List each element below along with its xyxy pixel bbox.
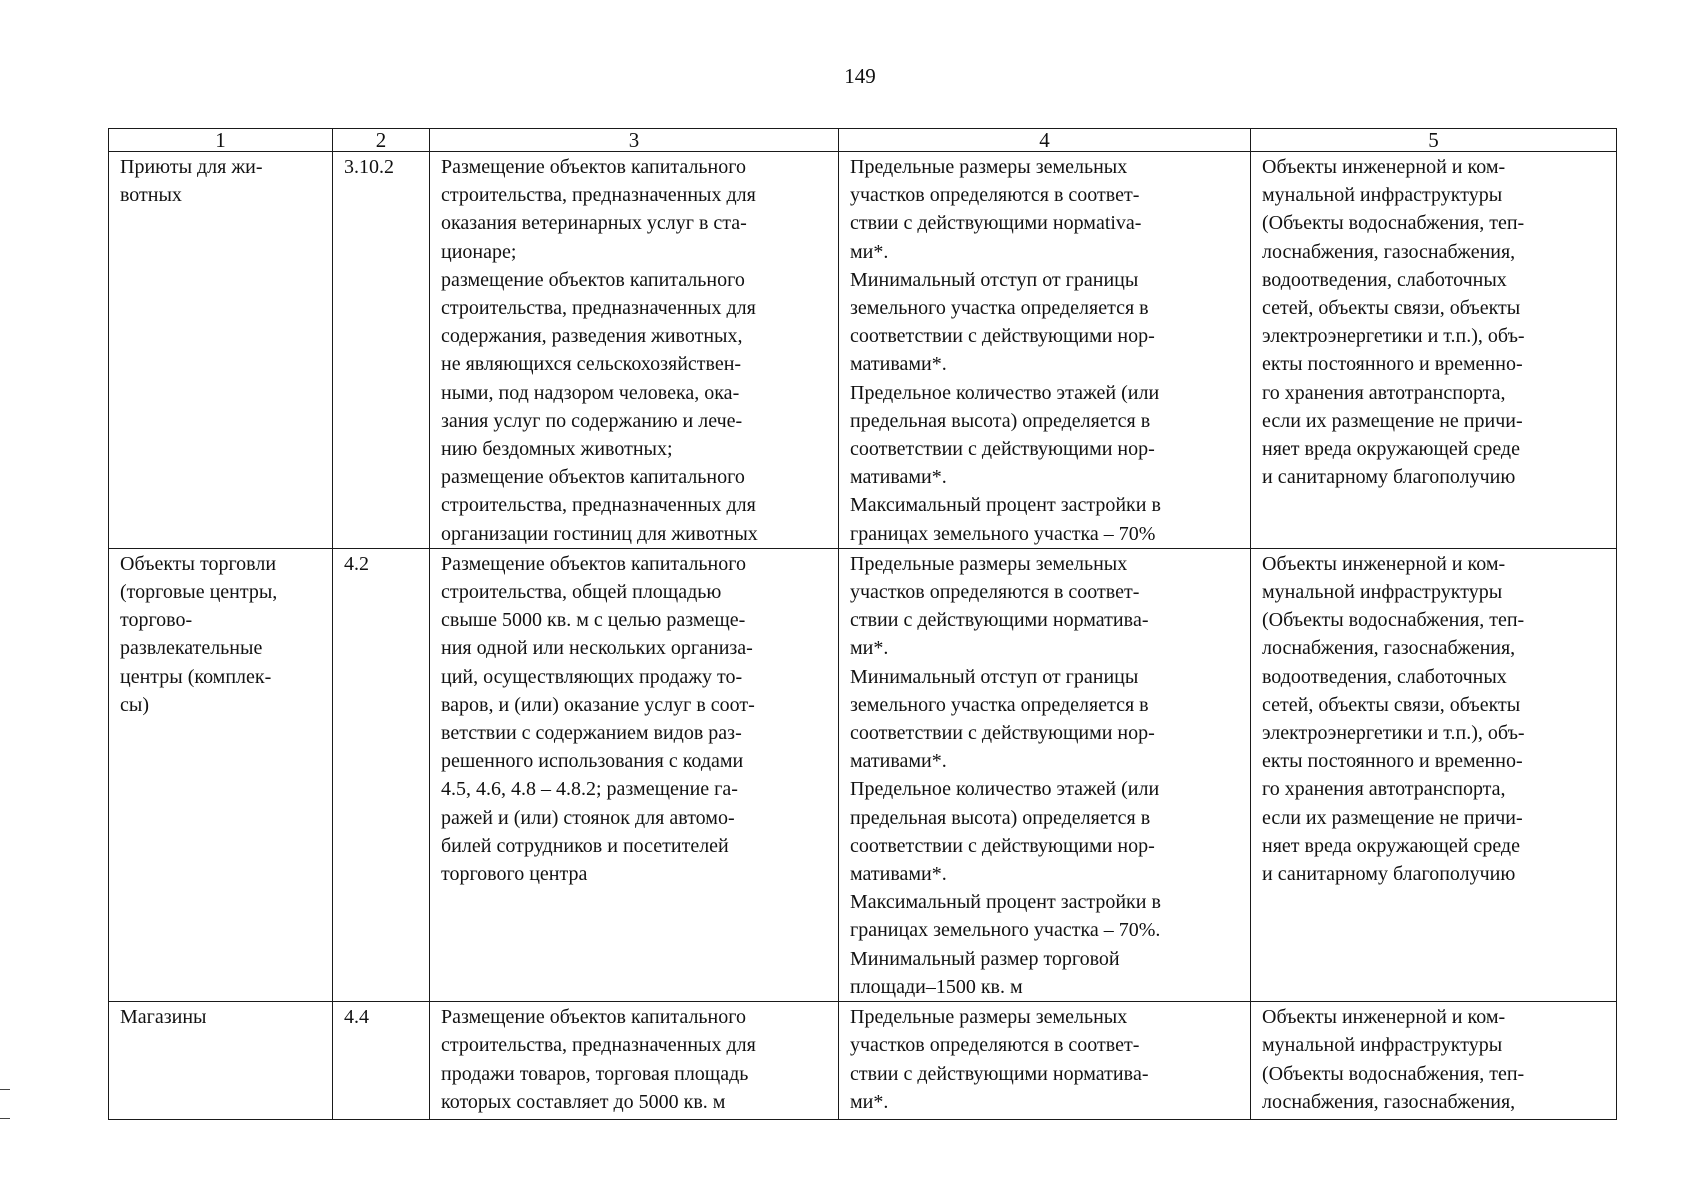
text-line: если их размещение не причи- — [1262, 806, 1523, 829]
text-line: участков определяются в соответ- — [850, 581, 1140, 604]
auxiliary-uses-cell — [1251, 152, 1617, 549]
text-line: строительства, предназначенных для — [441, 1034, 756, 1057]
text-line: если их размещение не причи- — [1262, 409, 1523, 432]
column-header-3: 3 — [430, 129, 839, 152]
text-line: торгового центра — [441, 863, 588, 886]
use-name-cell — [109, 152, 333, 549]
text-line: мунальной инфраструктуры — [1262, 581, 1503, 604]
text-line: организации гостиниц для животных — [441, 522, 758, 545]
text-line: электроэнергетики и т.п.), объ- — [1262, 325, 1525, 348]
text-line: строительства, предназначенных для — [441, 297, 756, 320]
text-line: (Объекты водоснабжения, теп- — [1262, 609, 1525, 632]
table-row — [109, 1002, 1617, 1120]
text-line: свыше 5000 кв. м с целью размеще- — [441, 609, 746, 632]
use-code-cell — [333, 548, 430, 1001]
text-line: Максимальный процент застройки в — [850, 891, 1161, 914]
text-line: ми*. — [850, 1090, 889, 1113]
table-row — [109, 548, 1617, 1001]
text-line: сы) — [120, 693, 149, 716]
use-name-cell — [109, 548, 333, 1001]
table-row — [109, 152, 1617, 549]
text-line: продажи товаров, торговая площадь — [441, 1062, 749, 1085]
text-line: ствии с действующими нормативa- — [850, 609, 1149, 632]
text-line: водоотведения, слаботочных — [1262, 665, 1507, 688]
text-line: ными, под надзором человека, ока- — [441, 381, 740, 404]
header-row — [109, 129, 1617, 152]
text-line: и санитарному благополучию — [1262, 863, 1516, 886]
use-parameters-cell — [839, 548, 1251, 1001]
text-line: Размещение объектов капитального — [441, 156, 746, 178]
use-description-cell — [430, 548, 839, 1001]
text-line: соответствии с действующими нор- — [850, 438, 1155, 461]
text-line: Объекты инженерной и ком- — [1262, 1006, 1506, 1029]
text-line: мунальной инфраструктуры — [1262, 184, 1503, 207]
text-line: ми*. — [850, 637, 889, 660]
column-header-4: 4 — [839, 129, 1251, 152]
auxiliary-uses-cell — [1251, 1002, 1617, 1120]
text-line: площади–1500 кв. м — [850, 975, 1023, 998]
text-line: и санитарному благополучию — [1262, 466, 1516, 489]
use-code-cell — [333, 152, 430, 549]
text-line: Предельные размеры земельных — [850, 552, 1128, 575]
text-line: сетей, объекты связи, объекты — [1262, 297, 1521, 320]
text-line: предельная высота) определяется в — [850, 806, 1151, 829]
text-line: границах земельного участка – 70% — [850, 522, 1156, 545]
auxiliary-uses-cell — [1251, 548, 1617, 1001]
text-line: лоснабжения, газоснабжения, — [1262, 1090, 1516, 1113]
text-line: торгово- — [120, 609, 193, 632]
text-line: электроэнергетики и т.п.), объ- — [1262, 722, 1525, 745]
text-line: (Объекты водоснабжения, теп- — [1262, 212, 1525, 235]
text-line: участков определяются в соответ- — [850, 184, 1140, 207]
text-line: строительства, общей площадью — [441, 581, 722, 604]
text-line: оказания ветеринарных услуг в ста- — [441, 212, 747, 235]
text-line: ствии с действующими нормативa- — [850, 1062, 1149, 1085]
text-line: Минимальный отступ от границы — [850, 268, 1139, 291]
text-line: вотных — [120, 184, 182, 207]
text-line: мативами*. — [850, 863, 947, 886]
text-line: Предельное количество этажей (или — [850, 381, 1160, 404]
text-line: (Объекты водоснабжения, теп- — [1262, 1062, 1525, 1085]
text-line: няет вреда окружающей среде — [1262, 834, 1520, 857]
text-line: екты постоянного и временно- — [1262, 353, 1523, 376]
use-name-cell — [109, 1002, 333, 1120]
text-line: Приюты для жи- — [120, 156, 263, 178]
text-line: мативами*. — [850, 466, 947, 489]
text-line: участков определяются в соответ- — [850, 1034, 1140, 1057]
text-line: предельная высота) определяется в — [850, 409, 1151, 432]
margin-mark — [0, 1118, 10, 1119]
text-line: Минимальный размер торговой — [850, 947, 1120, 970]
page-number: 149 — [844, 64, 876, 88]
text-line: ствии с действующими нормativa- — [850, 212, 1142, 235]
text-line: земельного участка определяется в — [850, 297, 1149, 320]
column-header-5: 5 — [1251, 129, 1617, 152]
text-line: Минимальный отступ от границы — [850, 665, 1139, 688]
text-line: соответствии с действующими нор- — [850, 722, 1155, 745]
text-line: Предельное количество этажей (или — [850, 778, 1160, 801]
text-line: ражей и (или) стоянок для автомо- — [441, 806, 735, 829]
text-line: 4.5, 4.6, 4.8 – 4.8.2; размещение га- — [441, 778, 738, 801]
text-line: (торговые центры, — [120, 581, 278, 604]
text-line: Объекты торговли — [120, 552, 277, 575]
text-line: лоснабжения, газоснабжения, — [1262, 637, 1516, 660]
text-line: 4.4 — [344, 1006, 369, 1029]
table-body — [109, 152, 1617, 1120]
text-line: ми*. — [850, 240, 889, 263]
text-line: соответствии с действующими нор- — [850, 834, 1155, 857]
text-line: нию бездомных животных; — [441, 438, 673, 461]
text-line: водоотведения, слаботочных — [1262, 268, 1507, 291]
column-header-1: 1 — [109, 129, 333, 152]
text-line: Объекты инженерной и ком- — [1262, 552, 1506, 575]
text-line: билей сотрудников и посетителей — [441, 834, 729, 857]
text-line: которых составляет до 5000 кв. м — [441, 1090, 726, 1113]
text-line: Предельные размеры земельных — [850, 1006, 1128, 1029]
text-line: сетей, объекты связи, объекты — [1262, 693, 1521, 716]
text-line: няет вреда окружающей среде — [1262, 438, 1520, 461]
text-line: Магазины — [120, 1006, 207, 1029]
column-header-2: 2 — [333, 129, 430, 152]
text-line: мунальной инфраструктуры — [1262, 1034, 1503, 1057]
text-line: центры (комплек- — [120, 665, 272, 688]
text-line: зания услуг по содержанию и лече- — [441, 409, 743, 432]
use-description-cell — [430, 152, 839, 549]
text-line: мативами*. — [850, 750, 947, 773]
text-line: Размещение объектов капитального — [441, 552, 746, 575]
text-line: ния одной или нескольких организа- — [441, 637, 753, 660]
text-line: ционаре; — [441, 240, 517, 263]
text-line: строительства, предназначенных для — [441, 184, 756, 207]
text-line: го хранения автотранспорта, — [1262, 381, 1506, 404]
text-line: земельного участка определяется в — [850, 693, 1149, 716]
text-line: размещение объектов капитального — [441, 268, 745, 291]
use-parameters-cell — [839, 152, 1251, 549]
text-line: Размещение объектов капитального — [441, 1006, 746, 1029]
text-line: содержания, разведения животных, — [441, 325, 743, 348]
text-line: соответствии с действующими нор- — [850, 325, 1155, 348]
text-line: варов, и (или) оказание услуг в соот- — [441, 693, 755, 716]
text-line: го хранения автотранспорта, — [1262, 778, 1506, 801]
text-line: мативами*. — [850, 353, 947, 376]
use-parameters-cell — [839, 1002, 1251, 1120]
text-line: 3.10.2 — [344, 156, 394, 178]
text-line: развлекательные — [120, 637, 263, 660]
text-line: 4.2 — [344, 552, 369, 575]
text-line: решенного использования с кодами — [441, 750, 744, 773]
text-line: лоснабжения, газоснабжения, — [1262, 240, 1516, 263]
text-line: ций, осуществляющих продажу то- — [441, 665, 743, 688]
zoning-table — [108, 128, 1617, 1120]
text-line: границах земельного участка – 70%. — [850, 919, 1161, 942]
text-line: Максимальный процент застройки в — [850, 494, 1161, 517]
text-line: екты постоянного и временно- — [1262, 750, 1523, 773]
text-line: строительства, предназначенных для — [441, 494, 756, 517]
text-line: Объекты инженерной и ком- — [1262, 156, 1506, 178]
margin-mark — [0, 1089, 10, 1090]
text-line: размещение объектов капитального — [441, 466, 745, 489]
use-code-cell — [333, 1002, 430, 1120]
text-line: не являющихся сельскохозяйствен- — [441, 353, 742, 376]
text-line: Предельные размеры земельных — [850, 156, 1128, 178]
text-line: ветствии с содержанием видов раз- — [441, 722, 742, 745]
use-description-cell — [430, 1002, 839, 1120]
